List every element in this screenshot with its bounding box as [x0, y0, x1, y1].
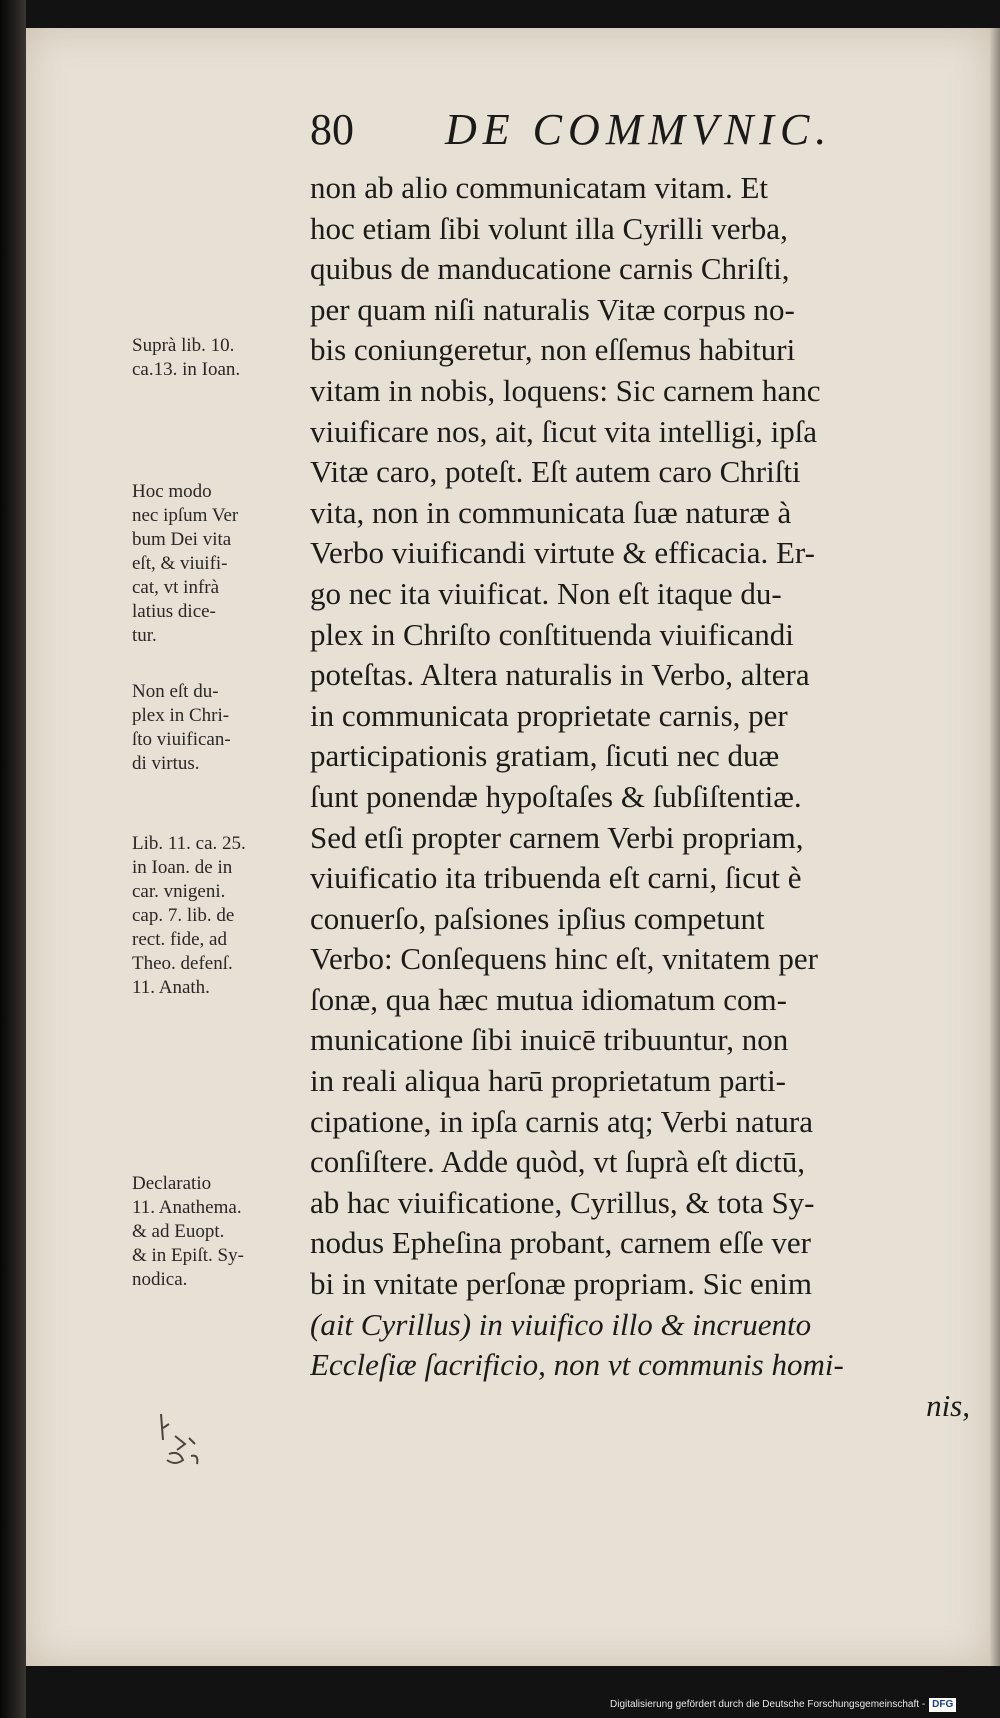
- margin-note-line: cap. 7. lib. de: [132, 905, 235, 926]
- margin-note-line: Lib. 11. ca. 25.: [132, 833, 246, 854]
- scan-left-shadow: [0, 0, 26, 1718]
- text-line: Sed etſi propter carnem Verbi propriam,: [310, 819, 804, 855]
- margin-note-line: ſto viuifican-: [132, 729, 231, 750]
- margin-note-line: car. vnigeni.: [132, 881, 226, 902]
- text-line: bi in vnitate perſonæ propriam. Sic enim: [310, 1266, 812, 1302]
- text-line: per quam niſi naturalis Vitæ corpus no-: [310, 291, 795, 327]
- margin-note-line: Hoc modo: [132, 481, 212, 502]
- page-number: 80: [310, 105, 354, 154]
- digitization-credit: [610, 1696, 956, 1714]
- margin-note-line: plex in Chri-: [132, 705, 230, 726]
- credit-text: Digitalisierung gefördert durch die Deutsche Forschungsgemeinschaft -: [610, 1699, 926, 1710]
- text-line: quibus de manducatione carnis Chriſti,: [310, 251, 790, 287]
- margin-note: [132, 334, 310, 382]
- margin-note: [132, 832, 310, 1000]
- text-line: conuerſo, paſsiones ipſius competunt: [310, 900, 765, 936]
- margin-note-line: ca.13. in Ioan.: [132, 359, 241, 380]
- margin-note-line: cat, vt infrà: [132, 577, 220, 598]
- text-line: Verbo: Conſequens hinc eſt, vnitatem per: [310, 941, 818, 977]
- text-line: non ab alio communicatam vitam. Et: [310, 170, 768, 205]
- text-line: conſiſtere. Adde quòd, vt ſuprà eſt dictū,: [310, 1144, 806, 1180]
- text-line: cipatione, in ipſa carnis atq; Verbi natura: [310, 1103, 814, 1139]
- text-line: municatione ſibi inuicē tribuuntur, non: [310, 1022, 789, 1058]
- margin-note-line: Declaratio: [132, 1173, 212, 1194]
- text-line: plex in Chriſto conſtituenda viuificandi: [310, 616, 794, 652]
- margin-note-line: tur.: [132, 625, 157, 646]
- dfg-logo: DFG: [929, 1698, 956, 1712]
- margin-note-line: Theo. defenſ.: [132, 953, 233, 974]
- running-title: DE COMMVNIC.: [445, 105, 833, 154]
- text-line: Eccleſiæ ſacrificio, non vt communis homi-: [310, 1347, 844, 1383]
- text-line: bis coniungeretur, non eſſemus habituri: [310, 332, 796, 368]
- text-line: ſonæ, qua hæc mutua idiomatum com-: [310, 981, 787, 1017]
- text-line: ſunt ponendæ hypoſtaſes & ſubſiſtentiæ.: [310, 778, 802, 814]
- margin-note-line: & in Epiſt. Sy-: [132, 1245, 244, 1266]
- text-line: participationis gratiam, ſicuti nec duæ: [310, 738, 780, 774]
- margin-note-line: & ad Euopt.: [132, 1221, 225, 1242]
- text-line: hoc etiam ſibi volunt illa Cyrilli verba,: [310, 210, 788, 246]
- text-line: viuificare nos, ait, ſicut vita intelligi, ipſa: [310, 413, 818, 449]
- margin-note-line: in Ioan. de in: [132, 857, 233, 878]
- page-edge: [990, 28, 1000, 1666]
- text-line: in communicata proprietate carnis, per: [310, 697, 788, 733]
- text-line: ab hac viuificatione, Cyrillus, & tota Sy-: [310, 1184, 815, 1220]
- margin-note-line: Suprà lib. 10.: [132, 335, 235, 356]
- margin-note: [132, 480, 310, 648]
- margin-note-line: 11. Anath.: [132, 977, 210, 998]
- text-line: vita, non in communicata ſuæ naturæ à: [310, 494, 792, 530]
- text-line: go nec ita viuificat. Non eſt itaque du-: [310, 575, 782, 611]
- catchword: nis,: [926, 1387, 970, 1423]
- margin-note-line: 11. Anathema.: [132, 1197, 242, 1218]
- margin-note-line: rect. fide, ad: [132, 929, 227, 950]
- text-line: in reali aliqua harū proprietatum parti-: [310, 1063, 787, 1099]
- text-line: nodus Epheſina probant, carnem eſſe ver: [310, 1225, 811, 1261]
- margin-note-line: nec ipſum Ver: [132, 505, 239, 526]
- text-line: viuificatio ita tribuenda eſt carni, ſicut è: [310, 860, 802, 896]
- margin-note-line: bum Dei vita: [132, 529, 232, 550]
- text-line: Vitæ caro, poteſt. Eſt autem caro Chriſti: [310, 454, 801, 490]
- text-line: vitam in nobis, loquens: Sic carnem hanc: [310, 372, 821, 408]
- margin-note: [132, 1172, 310, 1292]
- margin-note-line: eſt, & viuifi-: [132, 553, 228, 574]
- handwritten-mark: [155, 1410, 215, 1470]
- margin-note-line: Non eſt du-: [132, 681, 219, 702]
- text-line: (ait Cyrillus) in viuifico illo & incruento: [310, 1306, 812, 1342]
- main-text-block: [310, 168, 980, 1426]
- margin-note: [132, 680, 310, 776]
- margin-note-line: nodica.: [132, 1269, 188, 1290]
- text-line: Verbo viuificandi virtute & efficacia. Er-: [310, 535, 815, 571]
- margin-note-line: latius dice-: [132, 601, 216, 622]
- margin-note-line: di virtus.: [132, 753, 200, 774]
- running-head: [310, 104, 870, 154]
- text-line: poteſtas. Altera naturalis in Verbo, altera: [310, 657, 810, 693]
